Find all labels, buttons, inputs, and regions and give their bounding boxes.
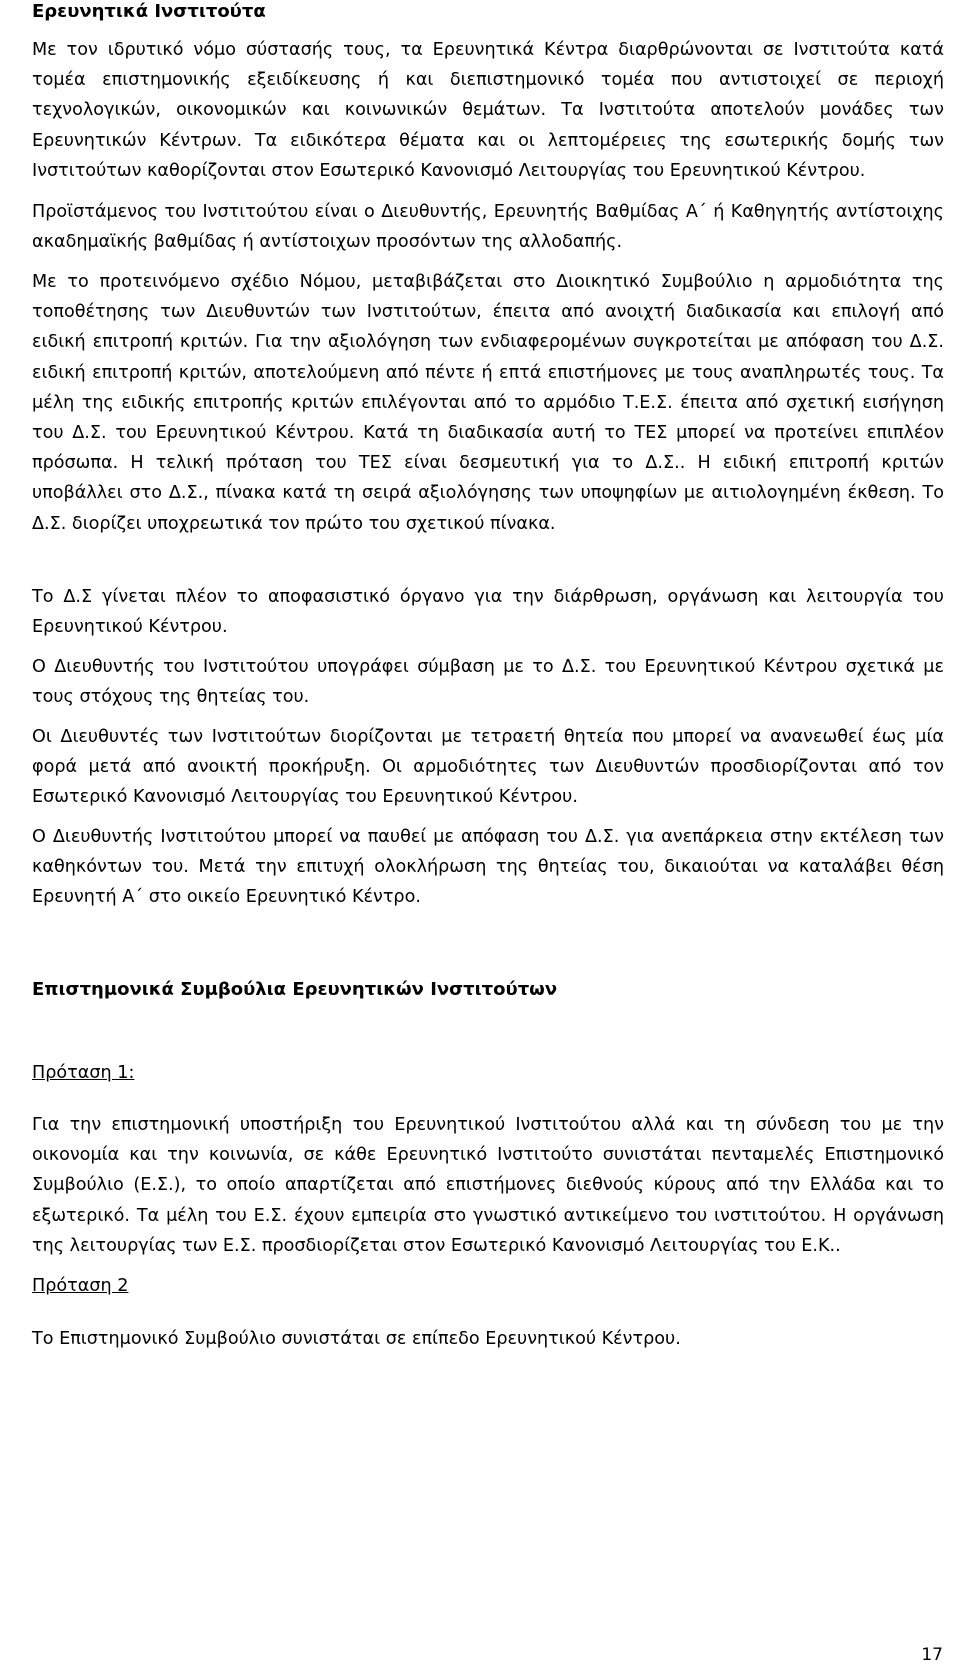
proposal-1-label: Πρόταση 1: [32,1063,135,1083]
section-title-scientific-councils: Επιστημονικά Συμβούλια Ερευνητικών Ινστιτούτων [32,979,558,1000]
paragraph-4: Το Δ.Σ γίνεται πλέον το αποφασιστικό όργανο για την διάρθρωση, οργάνωση και λειτουργία του Ερευνητικού Κέντρου. [32,587,944,638]
paragraph-1: Με τον ιδρυτικό νόμο σύστασής τους, τα Ερευνητικά Κέντρα διαρθρώνονται σε Ινστιτούτα κατά τομέα επιστημονικής εξειδίκευσης ή και διεπιστημονικό τομέα που αντιστοιχεί σε περιοχή τεχνολογικών, οικονομικών και κοινωνικών θεμάτων. Τα Ινστιτούτα αποτελούν μονάδες των Ερευνητικών Κέντρων. Τα ειδικότερα θέματα και οι λεπτομέρειες της εσωτερικής δομής των Ινστιτούτων καθορίζονται στον Εσωτερικό Κανονισμό Λειτουργίας του Ερευνητικού Κέντρου. [32,40,944,181]
proposal-2-text: Το Επιστημονικό Συμβούλιο συνιστάται σε επίπεδο Ερευνητικού Κέντρου. [32,1329,681,1349]
paragraph-5: Ο Διευθυντής του Ινστιτούτου υπογράφει σύμβαση με το Δ.Σ. του Ερευνητικού Κέντρου σχετικά με τους στόχους της θητείας του. [32,657,944,708]
page-number: 17 [921,1645,943,1665]
section-title-research-institutes: Ερευνητικά Ινστιτούτα [32,1,266,22]
proposal-1-text: Για την επιστημονική υποστήριξη του Ερευνητικού Ινστιτούτου αλλά και τη σύνδεση του με την οικονομία και την κοινωνία, σε κάθε Ερευνητικό Ινστιτούτο συνιστάται πενταμελές Επιστημονικό Συμβούλιο (Ε.Σ.), το οποίο απαρτίζεται από επιστήμονες διεθνούς κύρους από την Ελλάδα και το εξωτερικό. Τα μέλη του Ε.Σ. έχουν εμπειρία στο γνωστικό αντικείμενο του ινστιτούτου. Η οργάνωση της λειτουργίας των Ε.Σ. προσδιορίζεται στον Εσωτερικό Κανονισμό Λειτουργίας του Ε.Κ.. [32,1115,944,1256]
proposal-2-label: Πρόταση 2 [32,1276,129,1296]
paragraph-2: Προϊστάμενος του Ινστιτούτου είναι ο Διευθυντής, Ερευνητής Βαθμίδας Α΄ ή Καθηγητής αντίστοιχης ακαδημαϊκής βαθμίδας ή αντίστοιχων προσόντων της αλλοδαπής. [32,202,944,253]
paragraph-6: Οι Διευθυντές των Ινστιτούτων διορίζονται με τετραετή θητεία που μπορεί να ανανεωθεί έως μία φορά μετά από ανοικτή προκήρυξη. Οι αρμοδιότητες των Διευθυντών προσδιορίζονται από τον Εσωτερικό Κανονισμό Λειτουργίας του Ερευνητικού Κέντρου. [32,727,944,808]
paragraph-3: Με το προτεινόμενο σχέδιο Νόμου, μεταβιβάζεται στο Διοικητικό Συμβούλιο η αρμοδιότητα της τοποθέτησης των Διευθυντών των Ινστιτούτων, έπειτα από ανοιχτή διαδικασία και επιλογή από ειδική επιτροπή κριτών. Για την αξιολόγηση των ενδιαφερομένων συγκροτείται με απόφαση του Δ.Σ. ειδική επιτροπή κριτών, αποτελούμενη από πέντε ή επτά επιστήμονες με τους αναπληρωτές τους. Τα μέλη της ειδικής επιτροπής κριτών επιλέγονται από το αρμόδιο Τ.Ε.Σ. έπειτα από σχετική εισήγηση του Δ.Σ. του Ερευνητικού Κέντρου. Κατά τη διαδικασία αυτή το ΤΕΣ μπορεί να προτείνει επιπλέον πρόσωπα. Η τελική πρόταση του ΤΕΣ είναι δεσμευτική για το Δ.Σ.. Η ειδική επιτροπή κριτών υποβάλλει στο Δ.Σ., πίνακα κατά τη σειρά αξιολόγησης των υποψηφίων με αιτιολογημένη έκθεση. Το Δ.Σ. διορίζει υποχρεωτικά τον πρώτο του σχετικού πίνακα. [32,272,944,534]
paragraph-7: Ο Διευθυντής Ινστιτούτου μπορεί να παυθεί με απόφαση του Δ.Σ. για ανεπάρκεια στην εκτέλεση των καθηκόντων του. Μετά την επιτυχή ολοκλήρωση της θητείας του, δικαιούται να καταλάβει θέση Ερευνητή Α΄ στο οικείο Ερευνητικό Κέντρο. [32,827,944,908]
